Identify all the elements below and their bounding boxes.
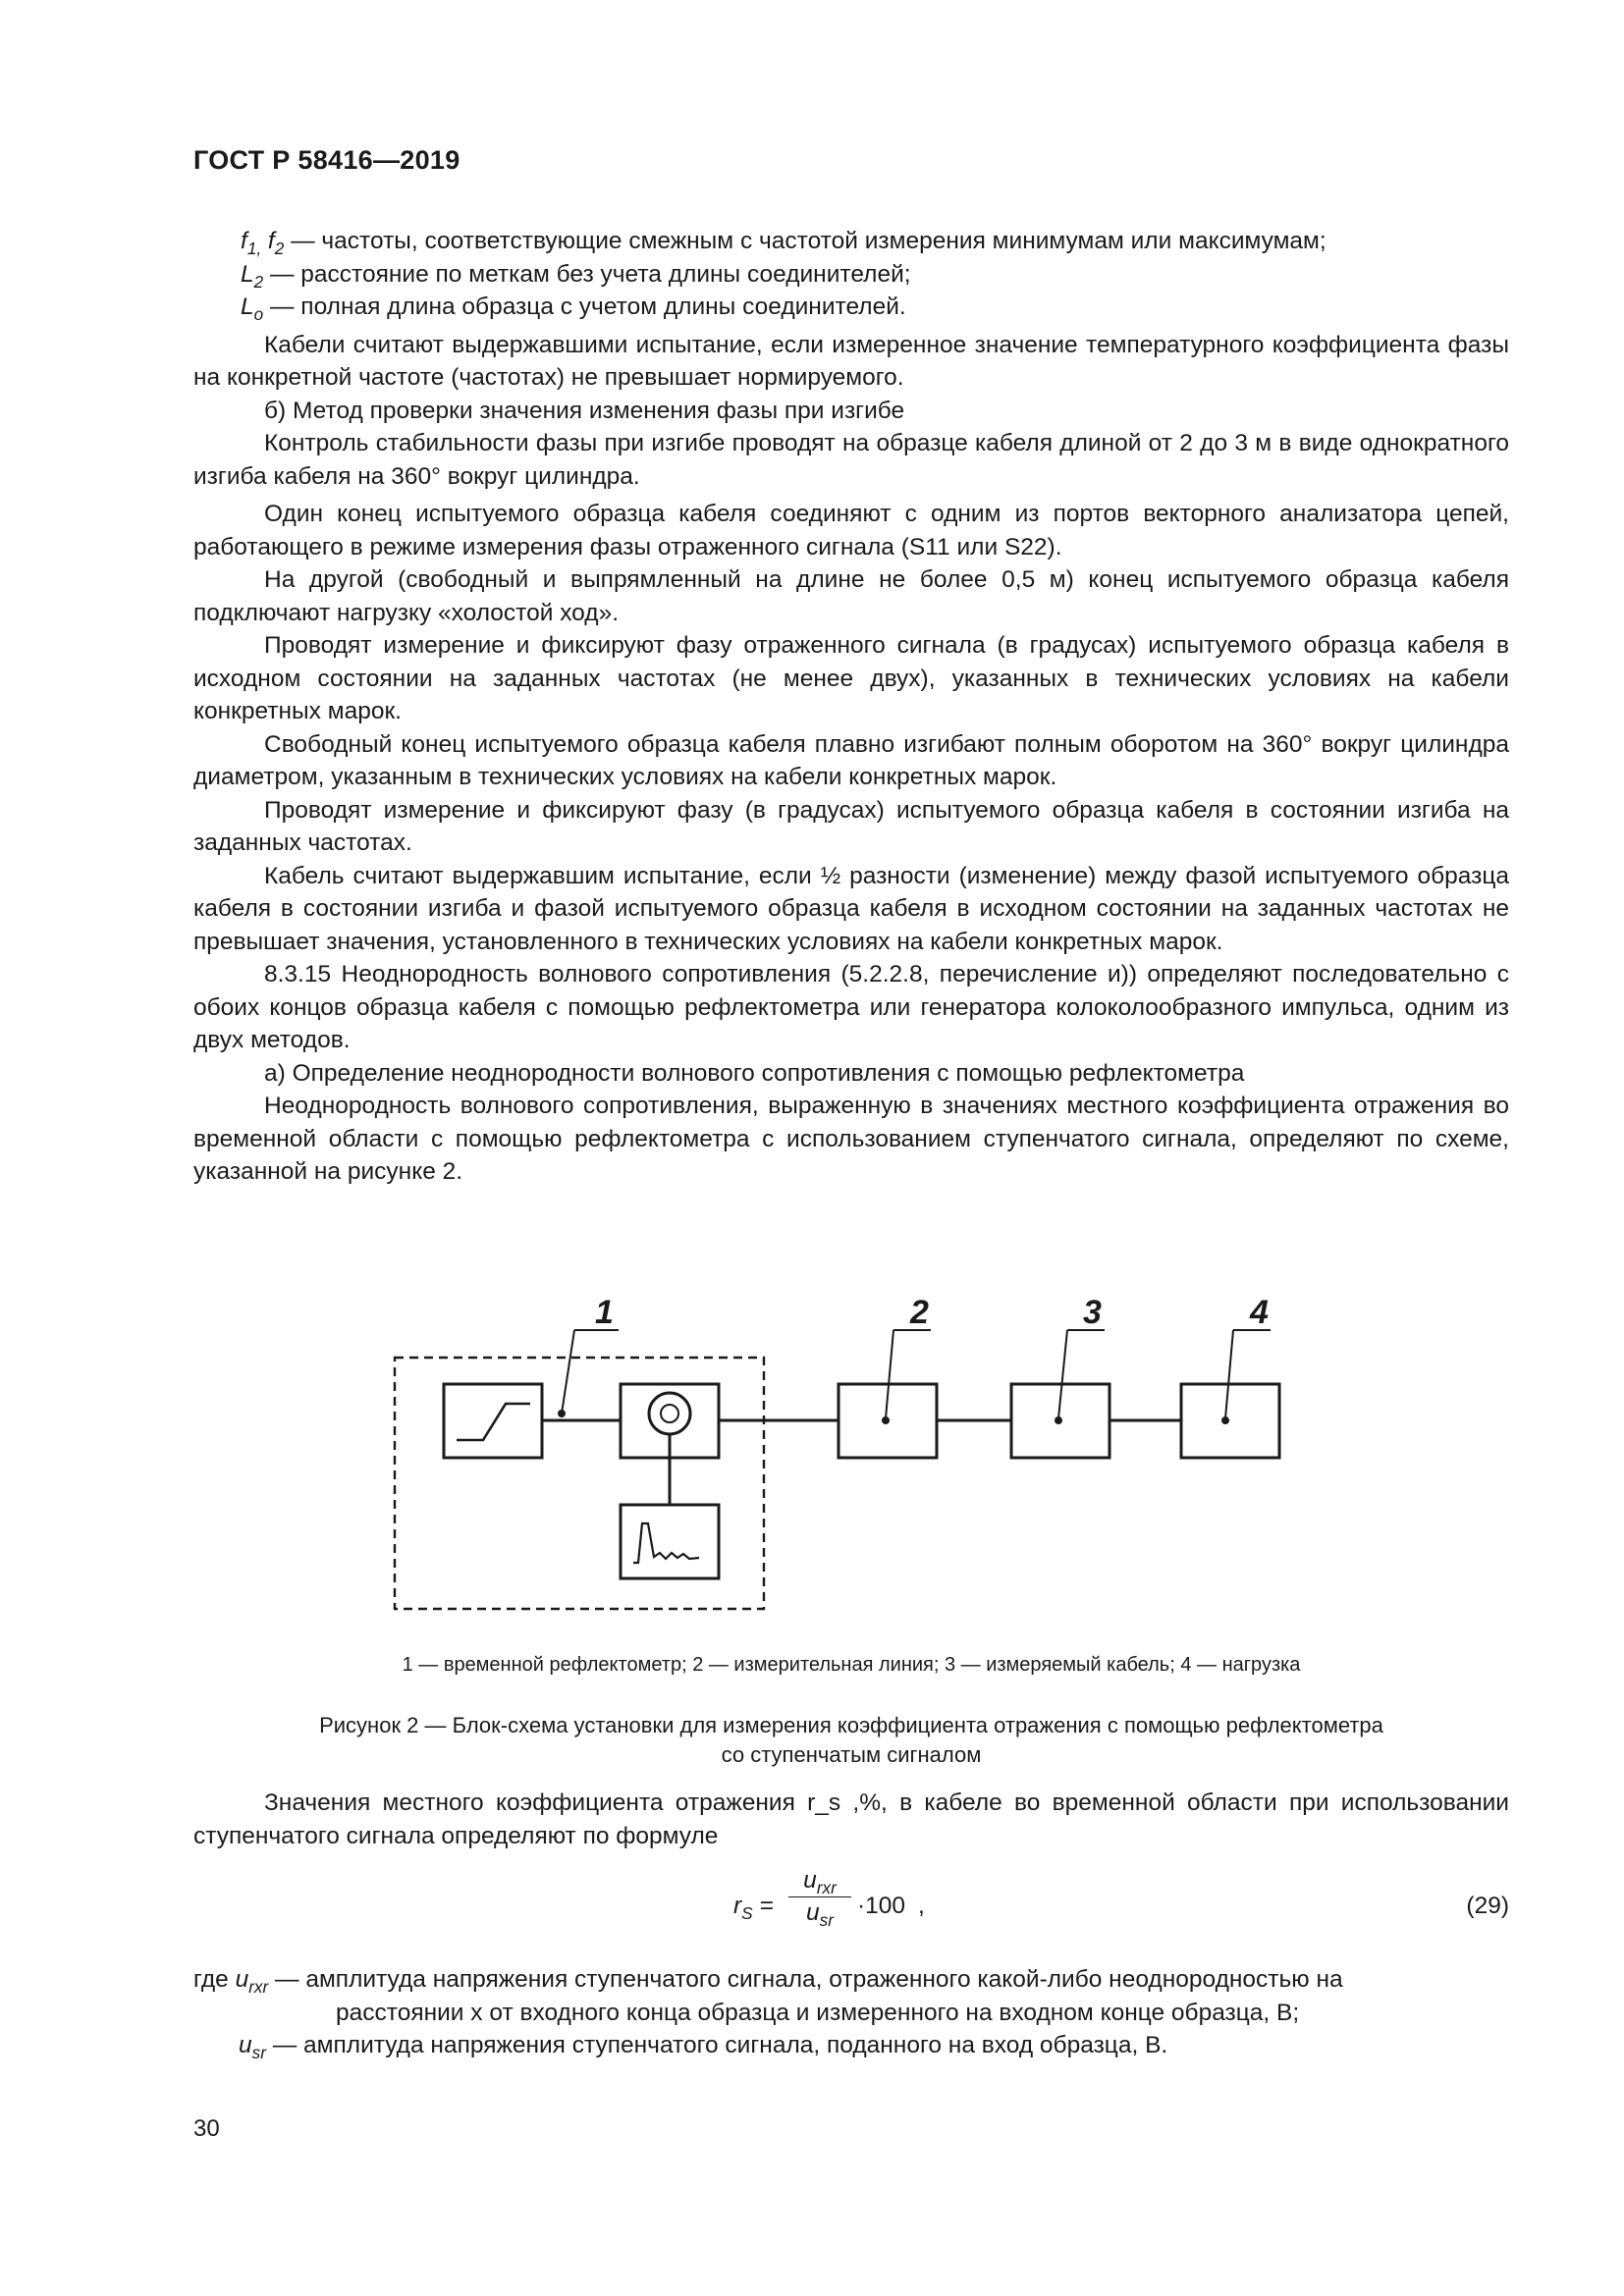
figure-label-4: 4 — [1250, 1294, 1269, 1331]
paragraph: Контроль стабильности фазы при изгибе проводят на образце кабеля длиной от 2 до 3 м в виде однократного изгиба кабеля на 360° вокруг цилиндра. — [193, 430, 1509, 490]
figure-label-2: 2 — [910, 1294, 929, 1331]
definition-l2: $L_2$ — расстояние по меткам без учета длины соединителей; — [241, 260, 911, 292]
paragraph: Один конец испытуемого образца кабеля соединяют с одним из портов векторного анализатора цепей, работающего в режиме измерения фазы отраженного сигнала (S11 или S22). — [193, 501, 1509, 561]
formula-lhs: $r_S$ = — [733, 1893, 774, 1923]
definition-f1-f2: $f_{1,}$ $f_2$ — частоты, соответствующие смежным с частотой измерения минимумам или максимумам; — [241, 228, 1326, 258]
formula-number: (29) — [1466, 1893, 1509, 1919]
formula-intro-text — [193, 1787, 1509, 1852]
figure-caption: Рисунок 2 — Блок-схема установки для измерения коэффициента отражения с помощью рефлектометра со ступенчатым сигналом — [319, 1713, 1383, 1767]
block-diagram-figure — [373, 1266, 1296, 1620]
figure-legend: 1 — временной рефлектометр; 2 — измерительная линия; 3 — измеряемый кабель; 4 — нагрузка — [402, 1654, 1301, 1676]
formula-fraction — [788, 1867, 851, 1930]
legend-item-usr: $u_{sr}$ — амплитуда напряжения ступенчатого сигнала, поданного на вход образца, В. — [239, 2032, 1168, 2062]
step-icon — [457, 1404, 530, 1440]
formula-multiplier: ·100 — [857, 1893, 906, 1919]
coupler-circle-icon — [649, 1393, 690, 1434]
formula-comma: , — [918, 1893, 925, 1919]
legend-item-urxr: где $u_{rxr}$ — амплитуда напряжения ступенчатого сигнала, отраженного какой-либо неоднородностью на — [193, 1966, 1343, 1997]
paragraph: Неоднородность волнового сопротивления, выраженную в значениях местного коэффициента отражения во временной области с помощью рефлектометра с использованием ступенчатого сигнала, определяют по схеме, указанной на рисунке 2. — [193, 1093, 1509, 1185]
step-generator-block — [444, 1384, 542, 1458]
figure-label-1: 1 — [595, 1294, 614, 1331]
paragraph: На другой (свободный и выпрямленный на длине не более 0,5 м) конец испытуемого образца кабеля подключают нагрузку «холостой ход». — [193, 566, 1509, 626]
formula-legend — [193, 1963, 1509, 2062]
display-block — [621, 1505, 719, 1578]
paragraph: Значения местного коэффициента отражения r_s ,%, в кабеле во временной области при использовании ступенчатого сигнала определяют по формуле — [193, 1789, 1509, 1849]
legend-item-urxr-cont: расстоянии x от входного конца образца и измеренного на входном конце образца, В; — [336, 1999, 1300, 2026]
paragraph: Кабели считают выдержавшими испытание, если измеренное значение температурного коэффициента фазы на конкретной частоте (частотах) не превышает нормируемого. — [193, 331, 1509, 391]
page-number: 30 — [193, 2115, 220, 2142]
paragraph: Кабель считают выдержавшим испытание, если ½ разности (изменение) между фазой испытуемого образца кабеля в состоянии изгиба и фазой испытуемого образца кабеля в исходном состоянии на заданных частотах не превышает значения, установленного в технических условиях на кабели конкретных марок. — [193, 862, 1509, 955]
paragraph: Проводят измерение и фиксируют фазу отраженного сигнала (в градусах) испытуемого образца кабеля в исходном состоянии на заданных частотах (не менее двух), указанных в технических условиях на кабели конкретных марок. — [193, 632, 1509, 724]
formula-29 — [193, 1865, 1509, 1944]
reflectometer-enclosure — [395, 1358, 764, 1609]
paragraph: а) Определение неоднородности волнового сопротивления с помощью рефлектометра — [264, 1059, 1245, 1087]
formula-denominator: $u_{sr}$ — [806, 1899, 834, 1930]
document-header: ГОСТ Р 58416—2019 — [193, 145, 460, 175]
paragraph: Свободный конец испытуемого образца кабеля плавно изгибают полным оборотом на 360° вокруг цилиндра диаметром, указанным в технических условиях на кабели конкретных марок. — [193, 730, 1509, 790]
main-text — [193, 225, 1509, 1189]
paragraph: Проводят измерение и фиксируют фазу (в градусах) испытуемого образца кабеля в состоянии изгиба на заданных частотах. — [193, 796, 1509, 856]
paragraph: 8.3.15 Неоднородность волнового сопротивления (5.2.2.8, перечисление и)) определяют последовательно с обоих концов образца кабеля с помощью рефлектометра или генератора колоколообразного импульса, одним из двух методов. — [193, 961, 1509, 1053]
pulse-waveform-icon — [633, 1523, 699, 1563]
load-block — [1181, 1384, 1279, 1458]
figure-label-3: 3 — [1083, 1294, 1102, 1331]
definition-lo: $L_o$ — полная длина образца с учетом длины соединителей. — [241, 294, 906, 324]
formula-numerator: $u_{rxr}$ — [788, 1867, 851, 1897]
paragraph: б) Метод проверки значения изменения фазы при изгибе — [264, 397, 905, 424]
